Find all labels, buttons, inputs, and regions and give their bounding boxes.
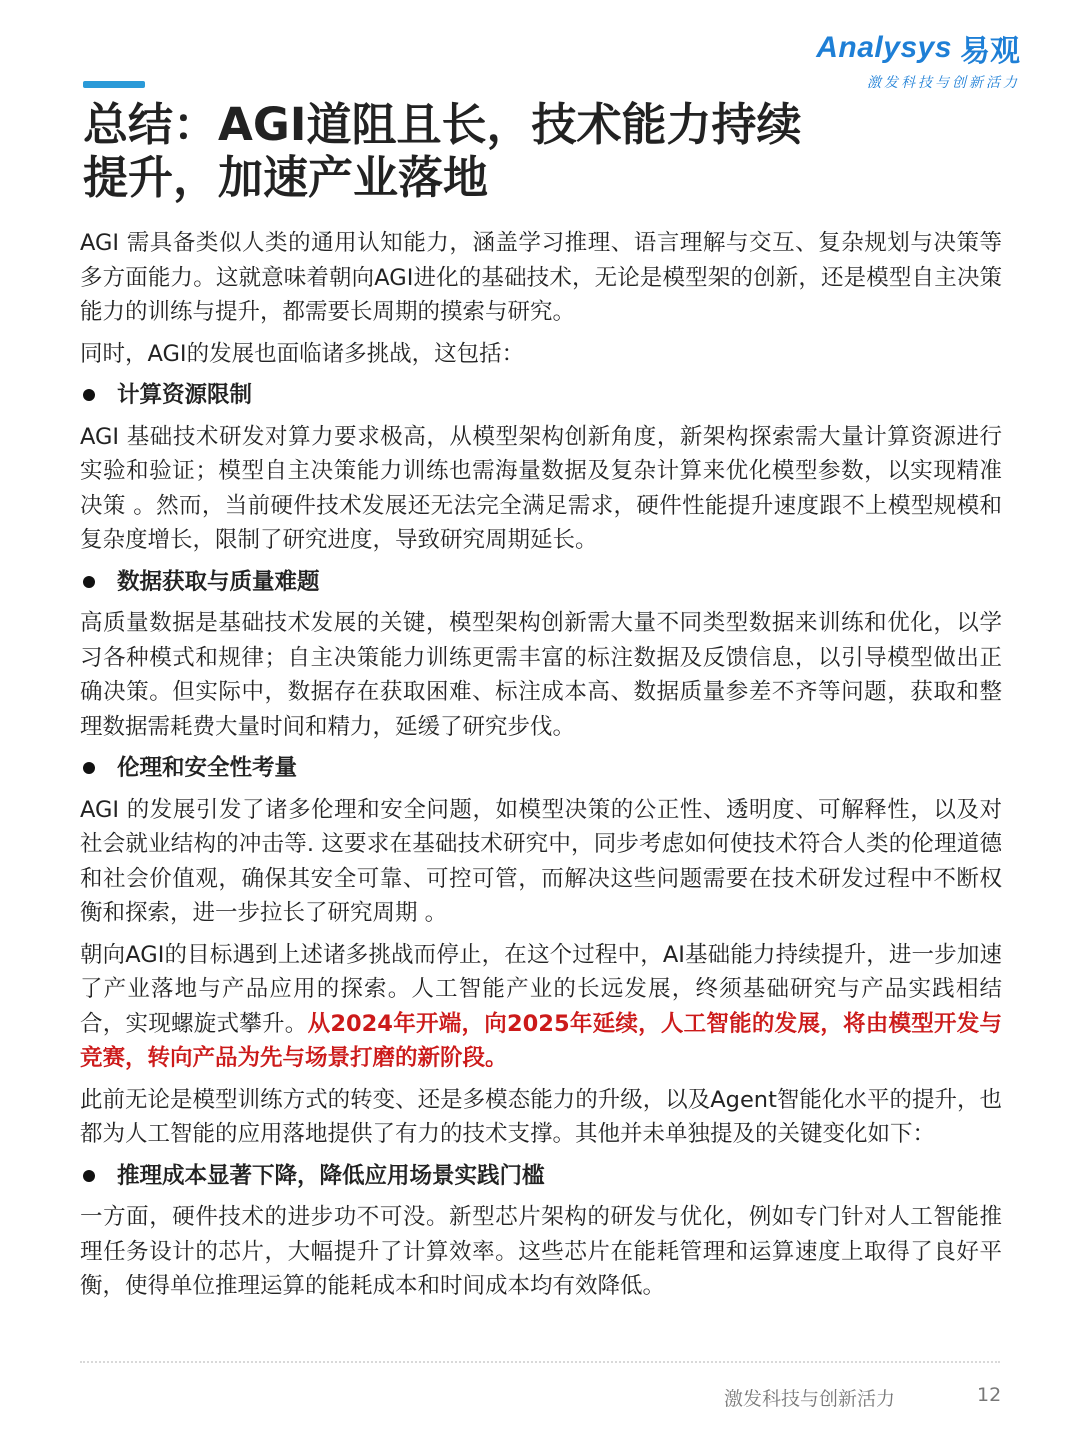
bullet-body-data: 高质量数据是基础技术发展的关键，模型架构创新需大量不同类型数据来训练和优化，以学习各种模式和规律；自主决策能力训练更需丰富的标注数据及反馈信息，以引导模型做出正确决策。但实际中，数据存在获取困难、标注成本高、数据质量参差不齐等问题，获取和整理数据需耗费大量时间和精力，延缓了研究步伐。 [80,610,1002,740]
bullet-body-inference-cost: 一方面，硬件技术的进步功不可没。新型芯片架构的研发与优化，例如专门针对人工智能推理任务设计的芯片，大幅提升了计算效率。这些芯片在能耗管理和运算速度上取得了良好平衡，使得单位推理运算的能耗成本和时间成本均有效降低。 [80,1204,1002,1299]
bullet-heading-data [80,565,1002,600]
page-number: 12 [977,1384,1002,1406]
bullet-dot-icon [83,762,95,774]
footer-tagline: 激发科技与创新活力 [724,1388,896,1410]
bullet-heading-ethics [80,751,1002,786]
bullet-body-ethics: AGI 的发展引发了诸多伦理和安全问题，如模型决策的公正性、透明度、可解释性，以及对社会就业结构的冲击等. 这要求在基础技术研究中，同步考虑如何使技术符合人类的伦理道德和社会价值观，确保其安全可靠、可控可管，而解决这些问题需要在技术研发过程中不断权衡和探索，进一步拉长了研究周期 。 [80,796,1002,926]
bullet-heading-text: 伦理和安全性考量 [117,755,298,781]
challenges-lead: 同时，AGI的发展也面临诸多挑战，这包括： [80,340,525,367]
bullet-heading-compute [80,378,1002,413]
bullet-heading-inference-cost [80,1159,1002,1194]
logo-wordmark: Analysys [816,31,952,64]
bullet-dot-icon [83,1170,95,1182]
bullet-heading-text: 推理成本显著下降，降低应用场景实践门槛 [117,1162,545,1189]
conclusion-text: 朝向AGI的目标遇到上述诸多挑战而停止，在这个过程中，AI基础能力持续提升，进一步加速了产业落地与产品应用的探索。人工智能产业的长远发展，终须基础研究与产品实践相结合，实现螺旋式攀升。 [80,941,1002,1037]
brand-logo [816,26,1020,92]
bullet-body-compute: AGI 基础技术研发对算力要求极高，从模型架构创新角度，新架构探索需大量计算资源进行实验和验证；模型自主决策能力训练也需海量数据及复杂计算来优化模型参数，以实现精准决策 。然而，当前硬件技术发展还无法完全满足需求，硬件性能提升速度跟不上模型规模和复杂度增长，限制了研究进度，导致研究周期延长。 [80,423,1002,553]
footer-divider [80,1361,1000,1363]
bullet-heading-text: 数据获取与质量难题 [117,568,320,595]
conclusion-paragraph [80,938,1002,1076]
logo-chinese-name: 易观 [960,34,1020,69]
transition-paragraph: 此前无论是模型训练方式的转变、还是多模态能力的升级，以及Agent智能化水平的提升，也都为人工智能的应用落地提供了有力的技术支撑。其他并未单独提及的关键变化如下： [80,1086,1002,1147]
logo-tagline: 激发科技与创新活力 [867,75,1020,91]
intro-paragraph: AGI 需具备类似人类的通用认知能力，涵盖学习推理、语言理解与交互、复杂规划与决策等多方面能力。这就意味着朝向AGI进化的基础技术，无论是模型架的创新，还是模型自主决策能力的训练与提升，都需要长周期的摸索与研究。 [80,230,1002,325]
title-accent-bar [83,81,145,88]
bullet-dot-icon [83,576,95,588]
conclusion-highlight: 从2024年开端，向2025年延续，人工智能的发展，将由模型开发与竞赛，转向产品为先与场景打磨的新阶段。 [80,1010,1002,1071]
main-content [80,226,1002,1311]
bullet-dot-icon [83,389,95,401]
bullet-heading-text: 计算资源限制 [117,382,253,408]
page-title: 总结：AGI道阻且长，技术能力持续提升，加速产业落地 [83,98,802,204]
